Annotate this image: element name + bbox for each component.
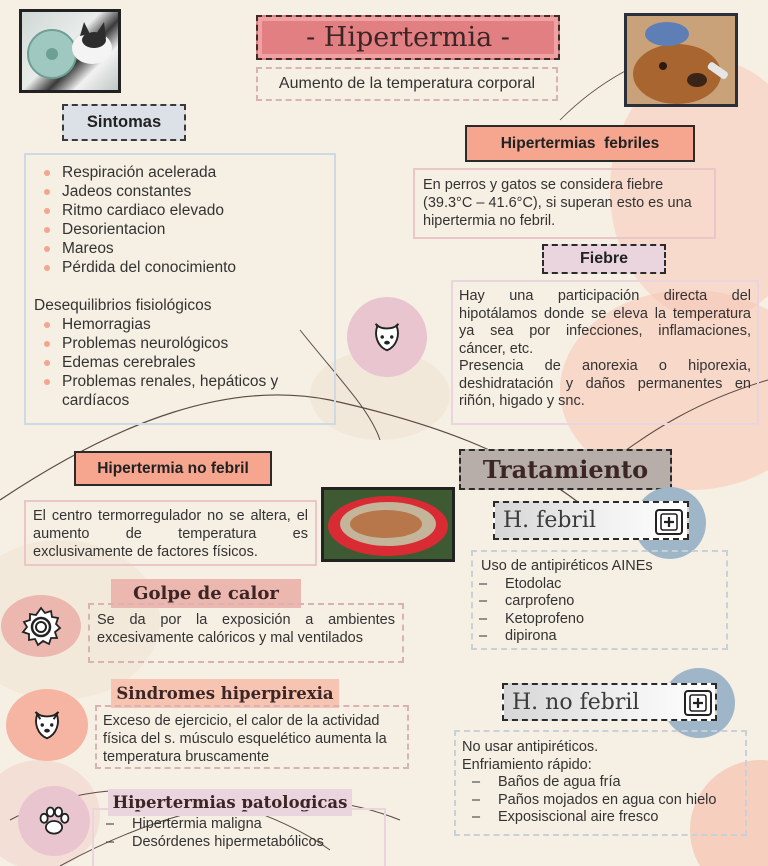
list-item: Problemas neurológicos	[32, 334, 328, 353]
cat-fan-illustration	[22, 12, 118, 90]
list-item: Jadeos constantes	[32, 182, 328, 201]
list-item: – Hipertermia maligna	[94, 816, 384, 834]
h-febril-intro: Uso de antipiréticos AINEs	[481, 558, 653, 574]
list-item: – Desórdenes hipermetabólicos	[94, 834, 384, 852]
cat-fan-photo	[19, 9, 121, 93]
list-item: – Paños mojados en agua con hielo	[460, 792, 745, 810]
safe-icon	[654, 508, 684, 536]
fiebre-heading: Fiebre	[542, 244, 666, 274]
list-item: – Exposiscional aire fresco	[460, 809, 745, 827]
febriles-text: En perros y gatos se considera fiebre (39.3°C – 41.6°C), si superan esto es una hipertermia no febril.	[413, 168, 716, 239]
febriles-heading: Hipertermias febriles	[465, 125, 695, 162]
no-febril-heading: Hipertermia no febril	[74, 451, 272, 486]
patologicas-box	[92, 808, 386, 866]
no-febril-text: El centro termorregulador no se altera, el aumento de temperatura es exclusivamente de factores físicos.	[24, 500, 317, 566]
safe-icon-2	[683, 689, 713, 717]
sindromes-text: Exceso de ejercicio, el calor de la actividad física del s. músculo esquelético aumenta la temperatura bruscamente	[95, 705, 409, 769]
fiebre-text-2: Presencia de anorexia o hiporexia, deshidratación y daños permanentes en riñón, higado y snc.	[459, 358, 751, 409]
h-no-febril-line1: No usar antipiréticos.	[462, 739, 599, 755]
golpe-text: Se da por la exposición a ambientes excesivamente calóricos y mal ventilados	[88, 603, 404, 663]
golpe-heading: Golpe de calor	[111, 579, 301, 608]
fiebre-box	[451, 280, 759, 425]
list-item: Problemas renales, hepáticos y cardíacos	[32, 372, 328, 410]
list-item: – Baños de agua fría	[460, 774, 745, 792]
page-title: - Hipertermia -	[256, 15, 560, 60]
sindromes-heading: Sindromes hiperpirexia	[111, 679, 339, 708]
list-item: – dipirona	[467, 628, 726, 646]
dog-face-icon	[368, 318, 406, 356]
list-item: Desorientacion	[32, 220, 328, 239]
sintomas-subheading: Desequilibrios fisiológicos	[34, 297, 212, 314]
page-subtitle: Aumento de la temperatura corporal	[256, 67, 558, 101]
h-febril-list	[467, 576, 726, 646]
tratamiento-heading: Tratamiento	[459, 449, 672, 490]
sintomas-list	[32, 163, 328, 277]
dog-face-icon-circle	[347, 297, 427, 377]
sintomas-sublist	[32, 315, 328, 410]
list-item: Pérdida del conocimiento	[32, 258, 328, 277]
list-item: Mareos	[32, 239, 328, 258]
dog-ice-bag-photo	[624, 13, 738, 107]
dog-face-icon-circle-2	[6, 689, 88, 761]
sintomas-box	[24, 153, 336, 425]
sun-icon	[20, 605, 62, 647]
sun-icon-circle	[1, 595, 81, 657]
h-no-febril-box	[454, 730, 747, 836]
list-item: Ritmo cardiaco elevado	[32, 201, 328, 220]
h-no-febril-line2: Enfriamiento rápido:	[462, 756, 592, 773]
h-no-febril-list	[460, 774, 745, 827]
list-item: – Etodolac	[467, 576, 726, 594]
sintomas-heading: Sintomas	[62, 104, 186, 141]
paw-icon-circle	[18, 786, 90, 856]
h-febril-box	[471, 550, 728, 650]
list-item: – Ketoprofeno	[467, 611, 726, 629]
paw-icon	[36, 803, 72, 839]
list-item: Hemorragias	[32, 315, 328, 334]
patologicas-list	[94, 816, 384, 851]
h-febril-label: H. febril	[503, 508, 597, 533]
dog-pool-photo	[321, 487, 455, 562]
patologicas-heading: Hipertermias patologicas	[108, 789, 352, 816]
h-no-febril-label: H. no febril	[512, 689, 640, 715]
list-item: – carprofeno	[467, 593, 726, 611]
list-item: Edemas cerebrales	[32, 353, 328, 372]
dog-face-icon	[28, 706, 66, 744]
list-item: Respiración acelerada	[32, 163, 328, 182]
dog-pool-illustration	[324, 490, 452, 559]
dog-illustration	[627, 16, 735, 104]
fiebre-text-1: Hay una participación directa del hipotálamos donde se eleva la temperatura ya sea por infecciones, inflamaciones, cáncer, etc.	[459, 288, 751, 357]
